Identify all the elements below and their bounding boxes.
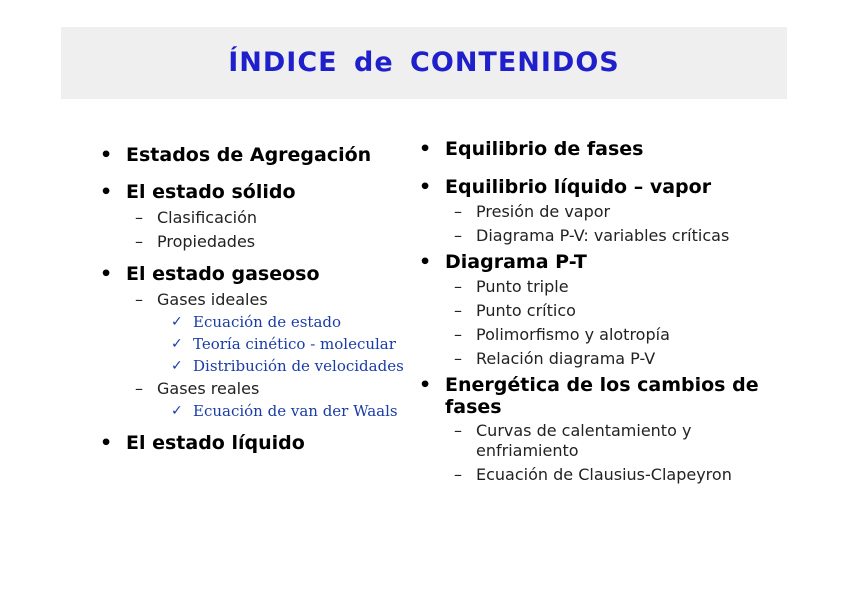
subitem-label: Presión de vapor — [476, 202, 611, 221]
subitem-presion-vapor — [454, 202, 611, 222]
item-estado-solido — [100, 181, 296, 203]
bullet-icon: • — [419, 251, 432, 273]
subitem-label: Curvas de calentamiento y — [476, 421, 692, 440]
subitem-label: Clasificación — [157, 208, 258, 227]
title-band — [61, 27, 787, 99]
item-estados-agregacion — [100, 144, 372, 166]
subitem-polimorfismo — [454, 325, 670, 345]
dash-icon: – — [454, 226, 462, 245]
subitem-curvas-line2 — [476, 441, 579, 461]
item-label: El estado gaseoso — [126, 263, 320, 285]
check-icon: ✓ — [171, 358, 183, 374]
item-equilibrio-liquido-vapor — [419, 176, 712, 198]
item-label-line1: Energética de los cambios de — [445, 374, 759, 396]
bullet-icon: • — [100, 181, 113, 203]
item-diagrama-pt — [419, 251, 587, 273]
item-equilibrio-fases — [419, 138, 644, 160]
subitem-clasificacion — [135, 208, 258, 228]
subitem-gases-reales — [135, 379, 260, 399]
dash-icon: – — [135, 379, 143, 398]
subitem-curvas-line1 — [454, 421, 692, 441]
subitem-punto-critico — [454, 301, 576, 321]
check-icon: ✓ — [171, 403, 183, 419]
subsubitem-ecuacion-estado — [171, 313, 342, 331]
subsubitem-label: Ecuación de estado — [193, 313, 342, 331]
item-estado-gaseoso — [100, 263, 320, 285]
item-label: Estados de Agregación — [126, 144, 372, 166]
dash-icon: – — [454, 465, 462, 484]
check-icon: ✓ — [171, 336, 183, 352]
dash-icon: – — [135, 290, 143, 309]
dash-icon: – — [454, 349, 462, 368]
dash-icon: – — [454, 325, 462, 344]
subitem-label: Polimorfismo y alotropía — [476, 325, 670, 344]
page-title: ÍNDICE de CONTENIDOS — [228, 47, 620, 78]
item-label: Diagrama P-T — [445, 251, 587, 273]
subsubitem-distribucion — [171, 357, 404, 375]
item-energetica-cont — [445, 396, 502, 418]
subitem-clausius — [454, 465, 732, 485]
item-label: El estado sólido — [126, 181, 296, 203]
subsubitem-van-der-waals — [171, 402, 398, 420]
subsubitem-teoria-cinetico — [171, 335, 396, 353]
subitem-label: Ecuación de Clausius-Clapeyron — [476, 465, 732, 484]
bullet-icon: • — [419, 138, 432, 160]
bullet-icon: • — [100, 263, 113, 285]
dash-icon: – — [454, 421, 462, 440]
subitem-label: Propiedades — [157, 232, 256, 251]
subsubitem-label: Teoría cinético - molecular — [193, 335, 396, 353]
item-label: Equilibrio líquido – vapor — [445, 176, 712, 198]
subitem-label: Relación diagrama P-V — [476, 349, 656, 368]
item-label: Equilibrio de fases — [445, 138, 644, 160]
subitem-punto-triple — [454, 277, 569, 297]
item-estado-liquido — [100, 432, 305, 454]
subitem-label: Punto triple — [476, 277, 569, 296]
item-label: El estado líquido — [126, 432, 305, 454]
dash-icon: – — [454, 202, 462, 221]
subsubitem-label: Ecuación de van der Waals — [193, 402, 398, 420]
bullet-icon: • — [100, 432, 113, 454]
subitem-relacion-pv — [454, 349, 656, 369]
subsubitem-label: Distribución de velocidades — [193, 357, 404, 375]
subitem-label: Diagrama P-V: variables críticas — [476, 226, 730, 245]
subitem-label: Gases ideales — [157, 290, 268, 309]
subitem-label: enfriamiento — [476, 441, 579, 460]
item-label-line2: fases — [445, 396, 502, 418]
subitem-propiedades — [135, 232, 256, 252]
dash-icon: – — [135, 208, 143, 227]
check-icon: ✓ — [171, 314, 183, 330]
bullet-icon: • — [100, 144, 113, 166]
subitem-label: Gases reales — [157, 379, 260, 398]
dash-icon: – — [454, 277, 462, 296]
bullet-icon: • — [419, 176, 432, 198]
subitem-diagrama-pv — [454, 226, 730, 246]
bullet-icon: • — [419, 374, 432, 396]
subitem-label: Punto crítico — [476, 301, 576, 320]
subitem-gases-ideales — [135, 290, 268, 310]
dash-icon: – — [135, 232, 143, 251]
item-energetica — [419, 374, 759, 396]
dash-icon: – — [454, 301, 462, 320]
